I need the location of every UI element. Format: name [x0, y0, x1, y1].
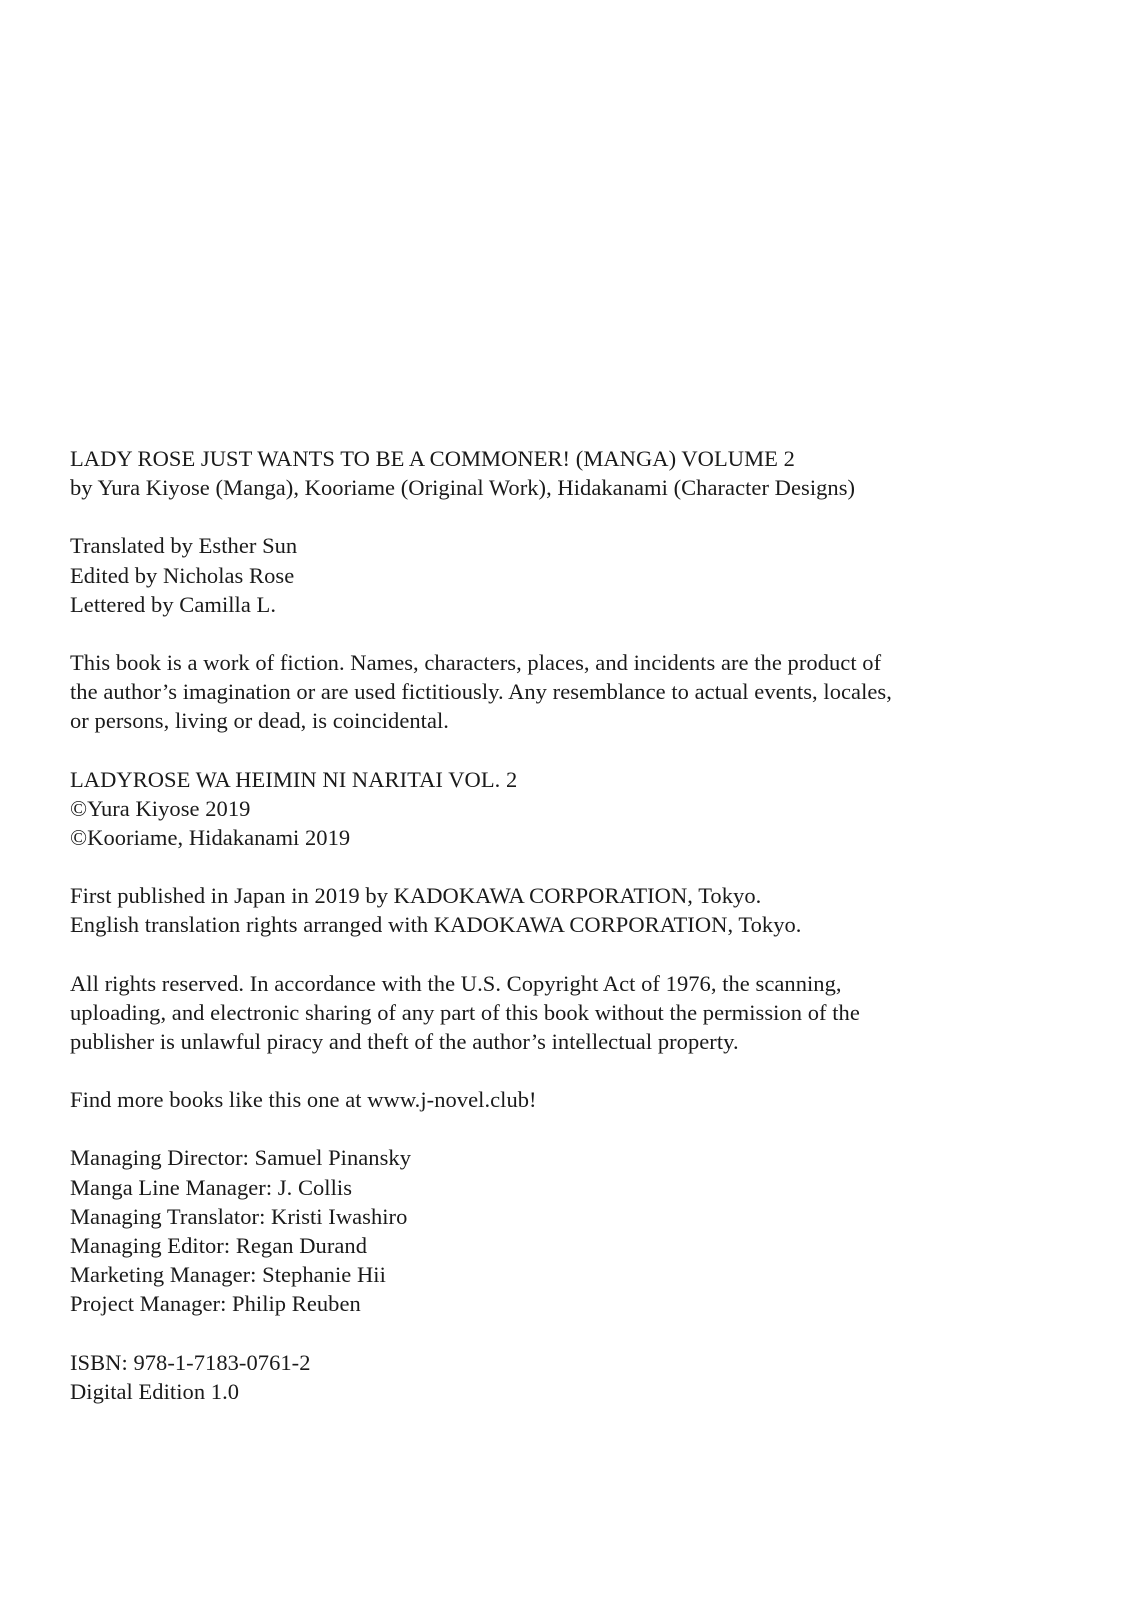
copyright-notice: ©Yura Kiyose 2019: [70, 795, 251, 821]
copyright-content: [70, 444, 1070, 1435]
rights-line: publisher is unlawful piracy and theft of the author’s intellectual property.: [70, 1029, 739, 1055]
staff-manga-line-manager: Manga Line Manager: J. Collis: [70, 1174, 353, 1200]
translator-credit: Translated by Esther Sun: [70, 533, 298, 559]
letterer-credit: Lettered by Camilla L.: [70, 591, 277, 617]
credits-block: [70, 531, 1070, 619]
title-block: [70, 444, 1070, 502]
website-block: [70, 1085, 1070, 1114]
publication-block: [70, 881, 1070, 939]
copyright-notice: ©Kooriame, Hidakanami 2019: [70, 825, 351, 851]
edition-label: Digital Edition 1.0: [70, 1378, 240, 1404]
staff-block: [70, 1143, 1070, 1318]
disclaimer-line: or persons, living or dead, is coincidental.: [70, 708, 449, 734]
staff-marketing-manager: Marketing Manager: Stephanie Hii: [70, 1262, 386, 1288]
edition-block: [70, 1348, 1070, 1406]
staff-managing-director: Managing Director: Samuel Pinansky: [70, 1145, 412, 1171]
fiction-disclaimer: [70, 648, 1070, 736]
rights-line: All rights reserved. In accordance with the U.S. Copyright Act of 1976, the scanning,: [70, 970, 842, 996]
staff-project-manager: Project Manager: Philip Reuben: [70, 1291, 361, 1317]
isbn: ISBN: 978-1-7183-0761-2: [70, 1349, 311, 1375]
staff-managing-translator: Managing Translator: Kristi Iwashiro: [70, 1203, 408, 1229]
disclaimer-line: the author’s imagination or are used fictitiously. Any resemblance to actual events, locales,: [70, 679, 892, 705]
website-line: Find more books like this one at www.j-novel.club!: [70, 1087, 537, 1113]
rights-line: uploading, and electronic sharing of any part of this book without the permission of the: [70, 999, 860, 1025]
staff-managing-editor: Managing Editor: Regan Durand: [70, 1233, 368, 1259]
disclaimer-line: This book is a work of fiction. Names, characters, places, and incidents are the product of: [70, 650, 882, 676]
rights-block: [70, 969, 1070, 1057]
publication-line: English translation rights arranged with KADOKAWA CORPORATION, Tokyo.: [70, 912, 802, 938]
publication-line: First published in Japan in 2019 by KADOKAWA CORPORATION, Tokyo.: [70, 883, 762, 909]
original-title: LADYROSE WA HEIMIN NI NARITAI VOL. 2: [70, 766, 518, 792]
book-title: LADY ROSE JUST WANTS TO BE A COMMONER! (MANGA) VOLUME 2: [70, 446, 795, 471]
original-edition-block: [70, 765, 1070, 853]
editor-credit: Edited by Nicholas Rose: [70, 562, 295, 588]
book-byline: by Yura Kiyose (Manga), Kooriame (Original Work), Hidakanami (Character Designs): [70, 475, 856, 501]
